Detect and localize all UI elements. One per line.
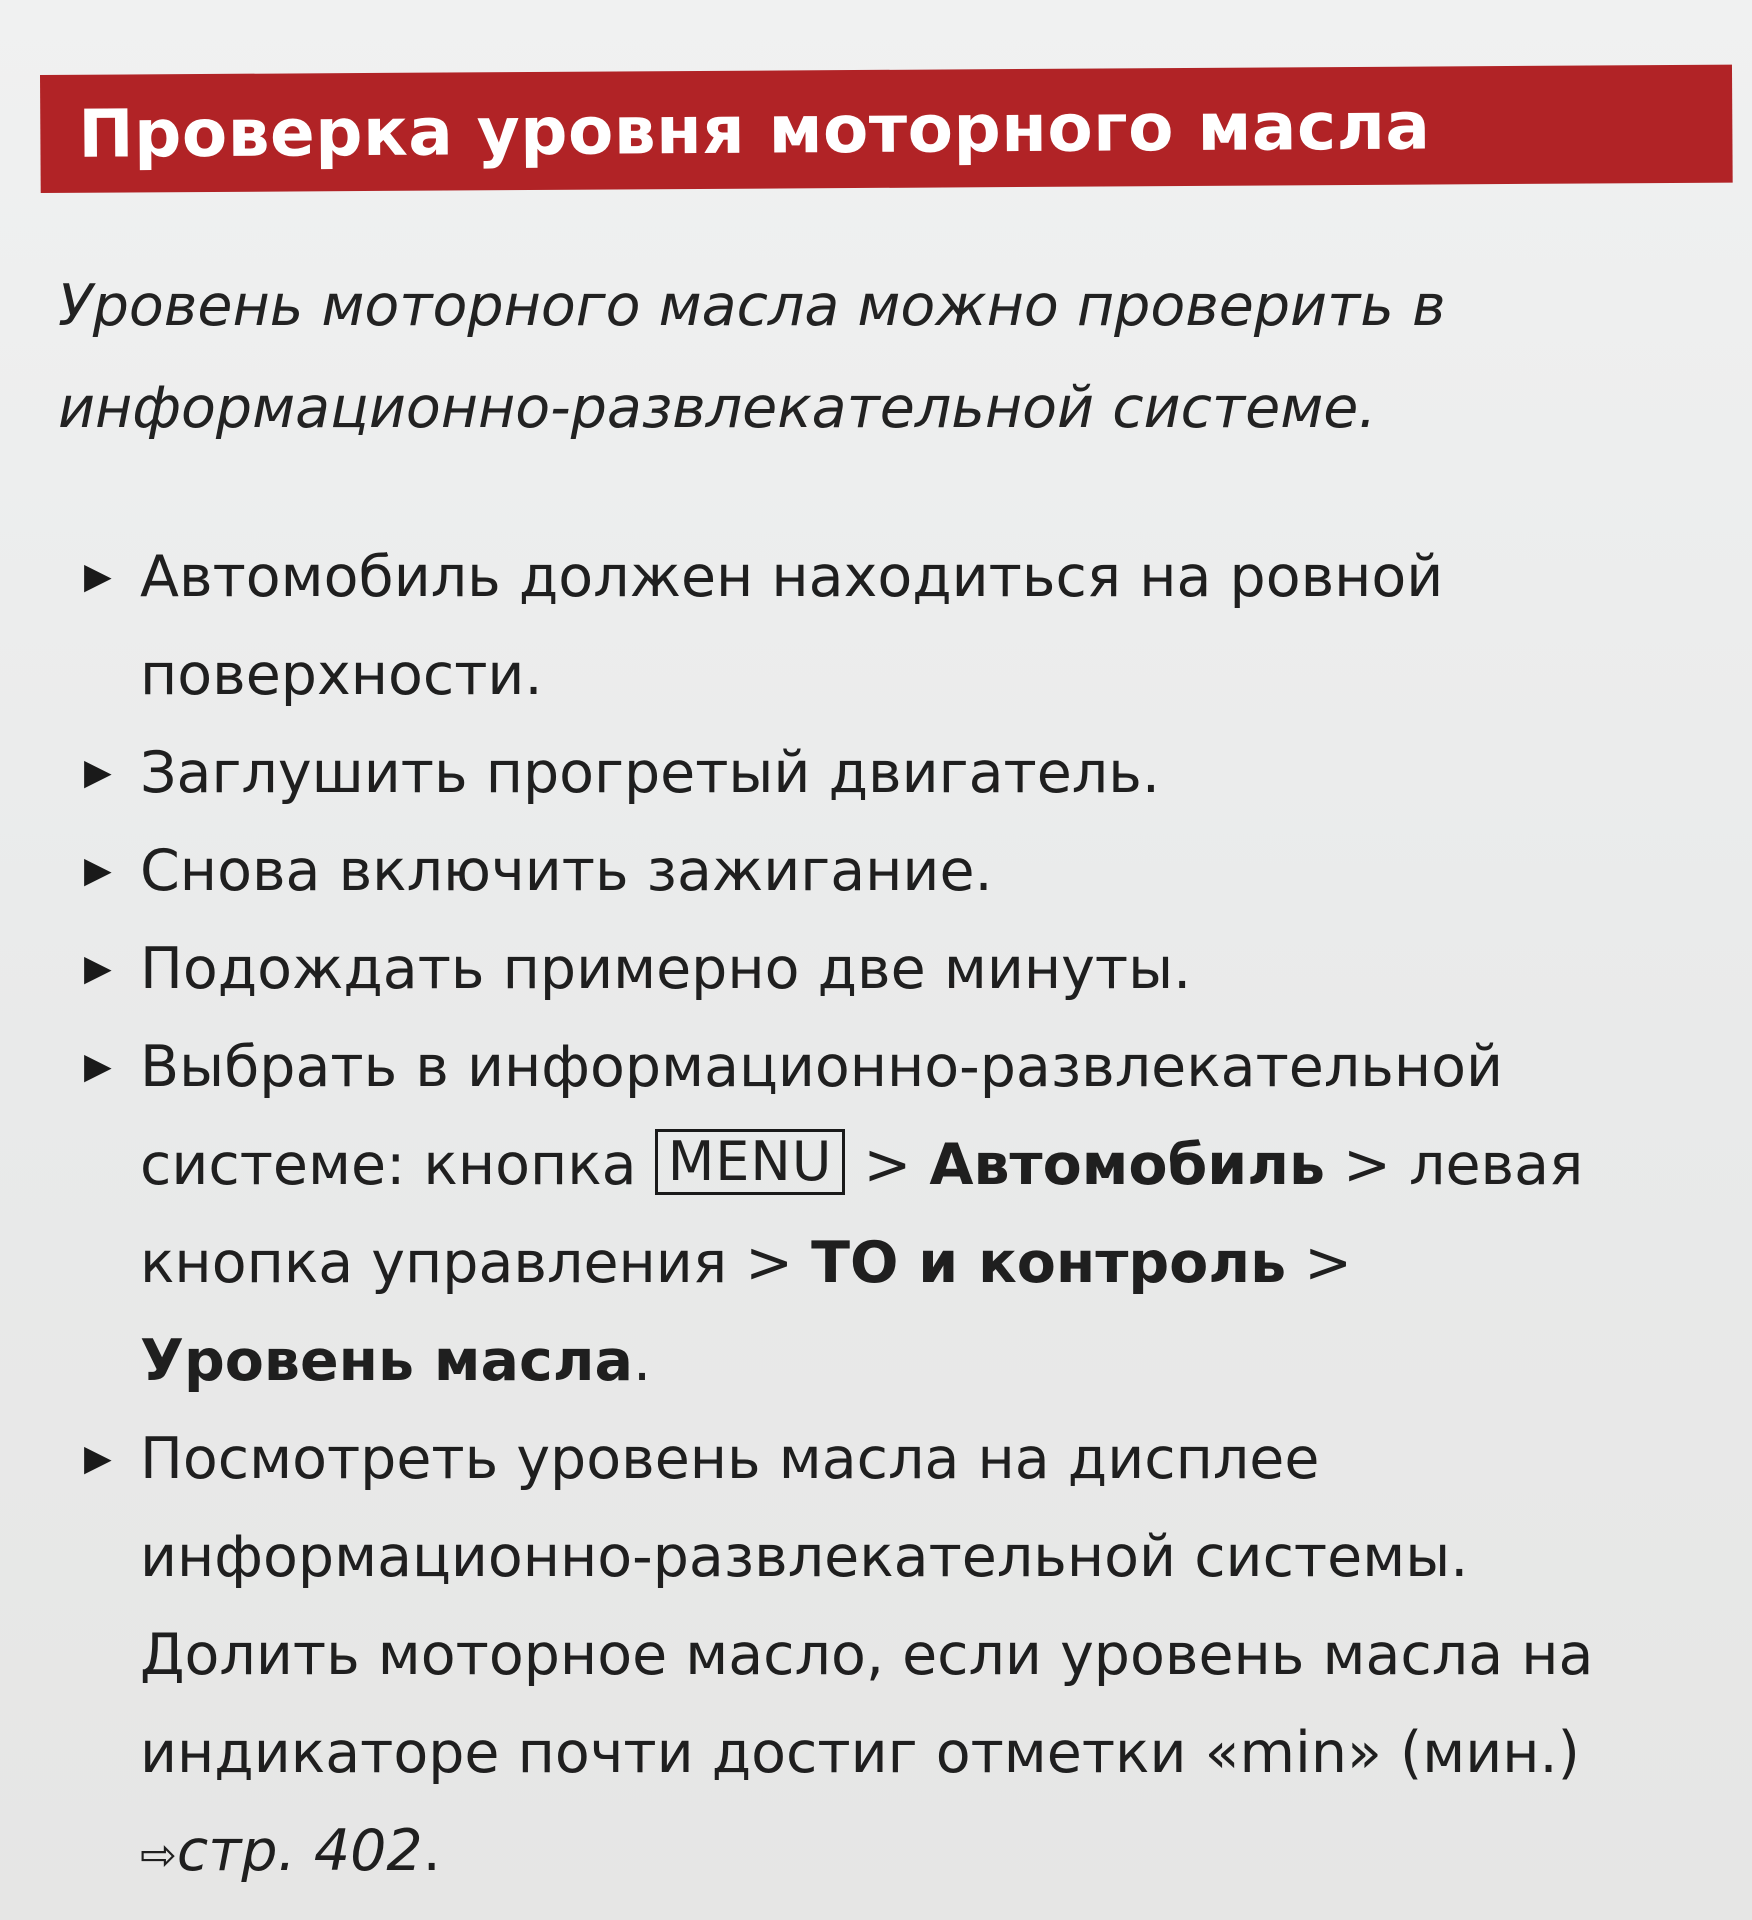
steps-list xyxy=(80,528,1640,1905)
step-text: Автомобиль должен находиться на ровной поверхности. xyxy=(140,544,1444,708)
path-separator: > xyxy=(727,1230,812,1296)
menu-path-item-service: ТО и контроль xyxy=(811,1230,1287,1296)
step-item xyxy=(80,724,1640,822)
menu-path-text: левая кнопка управления xyxy=(140,1132,1584,1296)
step-text: Заглушить прогретый двигатель. xyxy=(140,740,1160,806)
step-item xyxy=(80,528,1640,724)
step-text: Подождать примерно две минуты. xyxy=(140,936,1192,1002)
step-item-menu-path xyxy=(80,1018,1640,1410)
page-reference: стр. 402 xyxy=(176,1818,423,1884)
triangle-bullet-icon: ▶ xyxy=(84,752,112,793)
intro-paragraph xyxy=(58,255,1678,459)
triangle-bullet-icon: ▶ xyxy=(84,1438,112,1479)
path-separator: > xyxy=(845,1132,930,1198)
section-title: Проверка уровня моторного масла xyxy=(78,87,1431,173)
step-text: Выбрать в информационно-развлекательной системе: кнопка xyxy=(140,1034,1504,1198)
triangle-bullet-icon: ▶ xyxy=(84,948,112,989)
step-end-period: . xyxy=(632,1328,652,1394)
triangle-bullet-icon: ▶ xyxy=(84,850,112,891)
section-title-bar xyxy=(40,65,1733,193)
path-separator: > xyxy=(1325,1132,1410,1198)
triangle-bullet-icon: ▶ xyxy=(84,1046,112,1087)
menu-path-item-vehicle: Автомобиль xyxy=(929,1132,1326,1198)
step-item xyxy=(80,920,1640,1018)
path-separator: > xyxy=(1286,1230,1352,1296)
menu-key-label: MENU xyxy=(655,1129,846,1195)
page-reference-arrow-icon: ⇨ xyxy=(140,1830,177,1881)
step-end-period: . xyxy=(422,1818,441,1884)
step-text: Посмотреть уровень масла на дисплее информационно-развлекательной системы. Долить моторное масло, если уровень масла на индикаторе почти достиг отметки «min» (мин.) xyxy=(140,1426,1594,1786)
triangle-bullet-icon: ▶ xyxy=(84,556,112,597)
menu-path-item-oil-level: Уровень масла xyxy=(140,1328,633,1394)
step-item-check-display xyxy=(80,1410,1640,1905)
intro-line-1: Уровень моторного масла можно проверить в xyxy=(58,273,1446,339)
step-text: Снова включить зажигание. xyxy=(140,838,993,904)
step-item xyxy=(80,822,1640,920)
intro-line-2: информационно-развлекательной системе. xyxy=(58,375,1377,441)
